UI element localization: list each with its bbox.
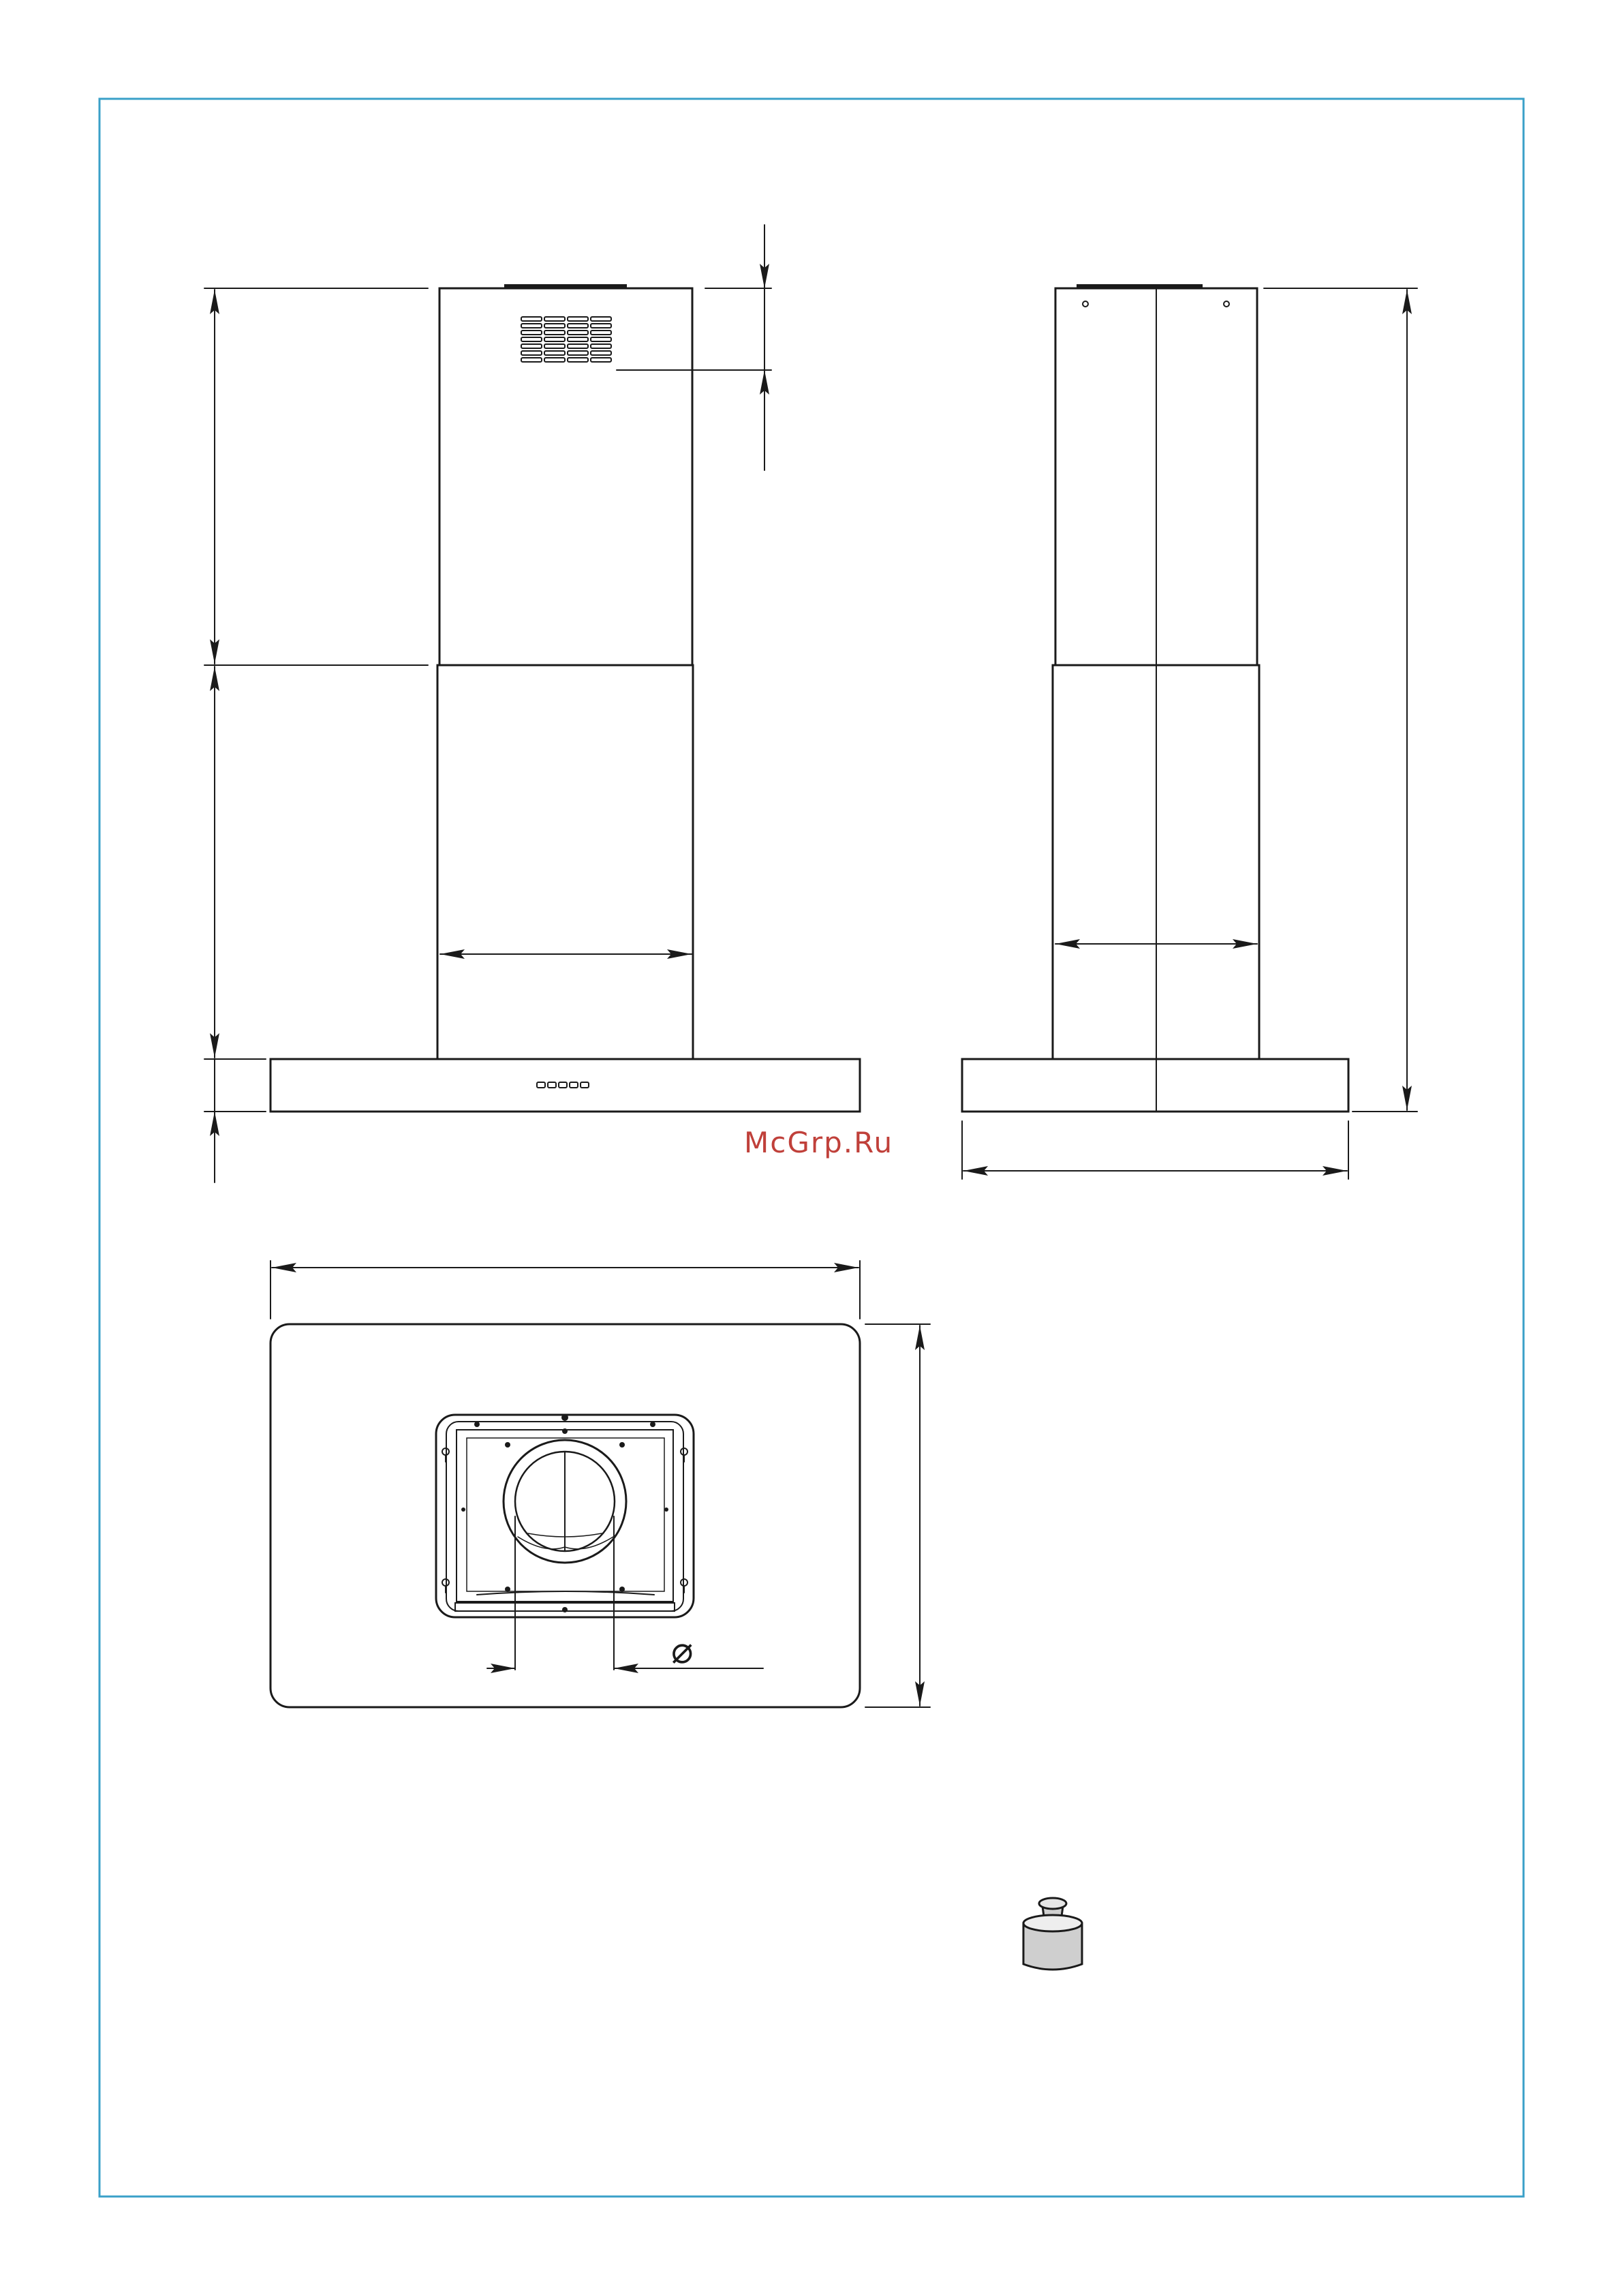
top-view [270,1324,860,1707]
control-button [548,1082,556,1088]
side-canopy [962,1059,1348,1112]
control-button [570,1082,578,1088]
mounting-hole [1083,301,1088,307]
watermark-text: McGrp.Ru [744,1126,894,1159]
side-dimensions [962,288,1417,1179]
diameter-symbol: ⌀ [671,1629,694,1672]
vent-grille [521,317,611,362]
front-lower-chimney [437,665,693,1059]
control-button [559,1082,567,1088]
side-top-cap [1077,284,1203,288]
front-top-cap [504,284,627,288]
top-dimensions [270,1261,930,1707]
control-button [581,1082,589,1088]
front-canopy [270,1059,860,1112]
front-upper-chimney [439,288,692,665]
weight-icon [1023,1898,1082,1970]
mounting-hole [1224,301,1229,307]
front-view [270,284,860,1112]
control-panel [537,1082,589,1088]
control-button [537,1082,545,1088]
front-dimensions [204,225,771,1182]
side-view [962,284,1348,1112]
